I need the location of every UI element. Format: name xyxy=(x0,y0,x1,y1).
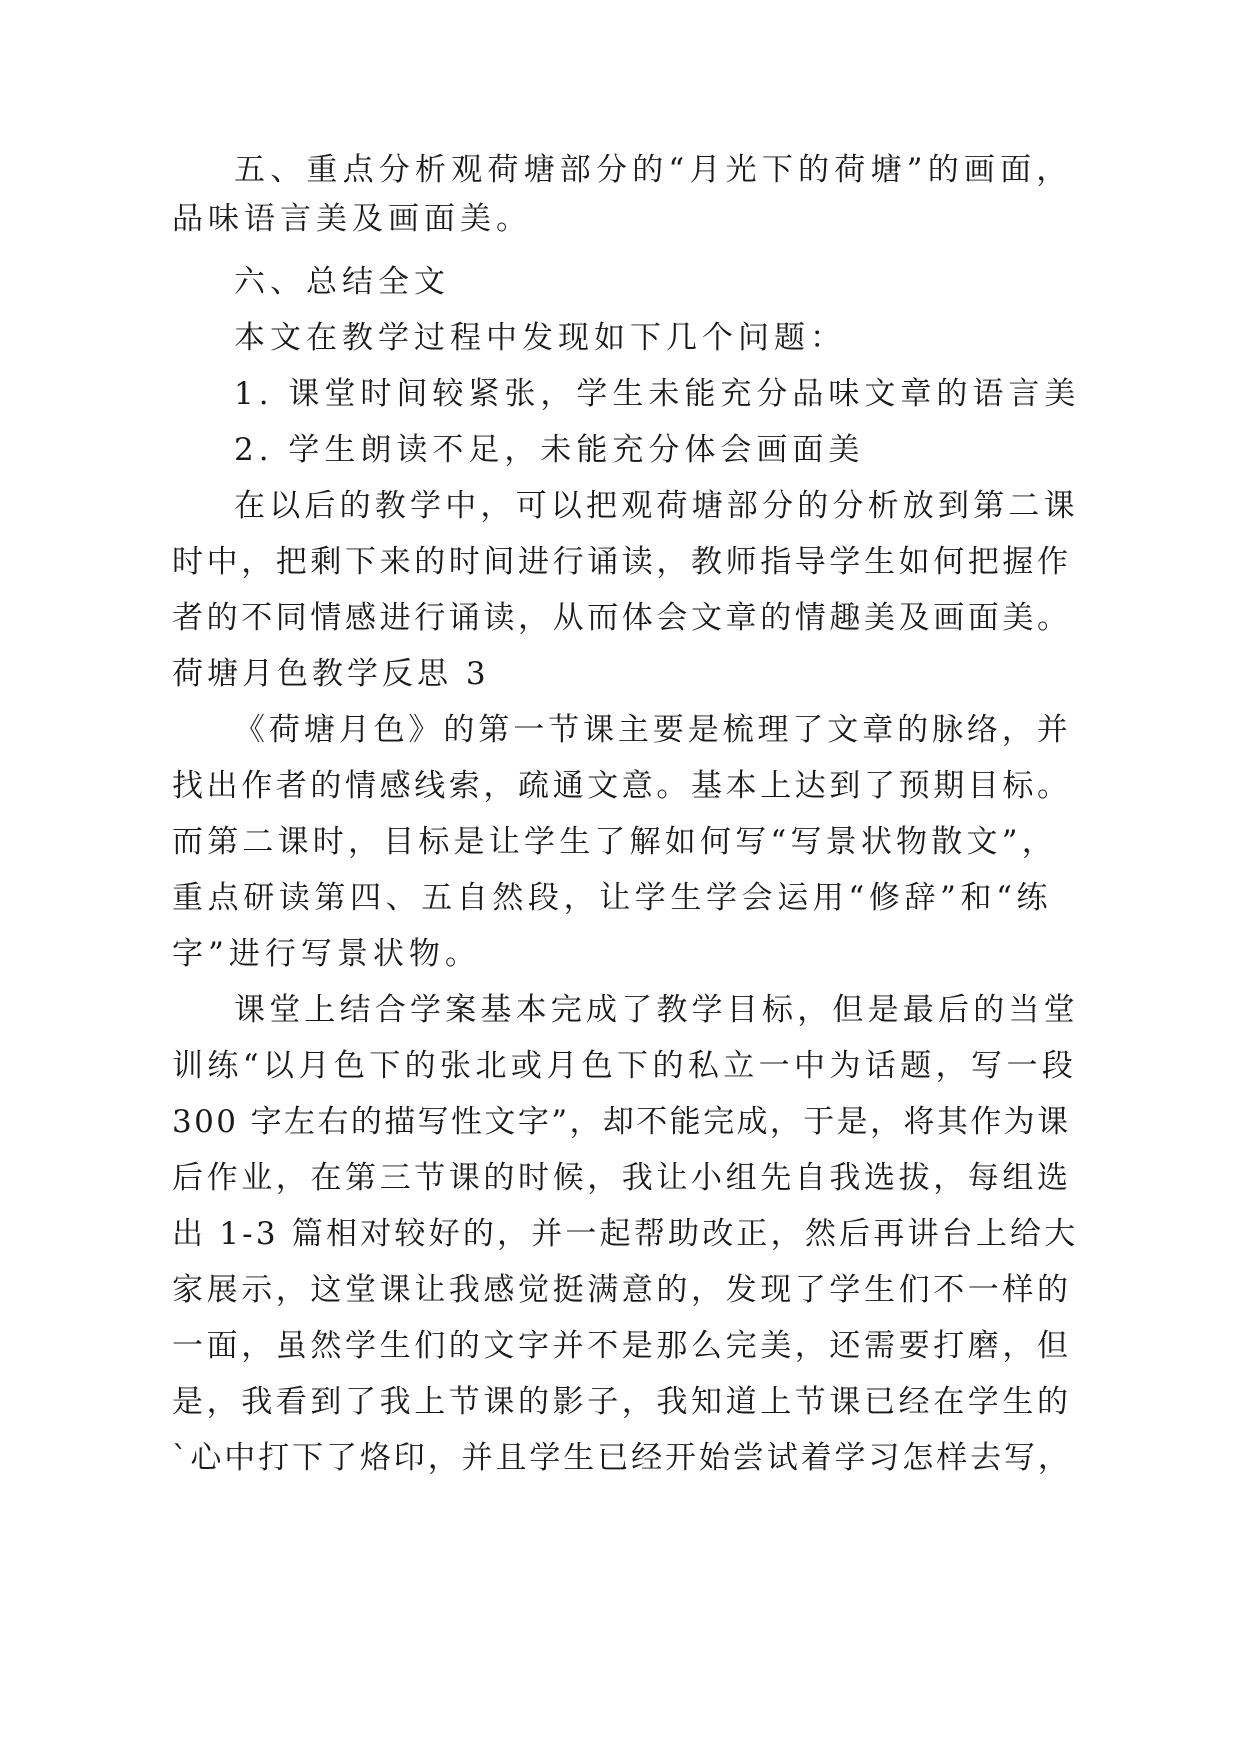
text-line: 训练“以月色下的张北或月色下的私立一中为话题，写一段 xyxy=(172,1048,1078,1084)
text-line: `心中打下了烙印，并且学生已经开始尝试着学习怎样去写， xyxy=(172,1440,1072,1476)
text-line: 五、重点分析观荷塘部分的“月光下的荷塘”的画面， xyxy=(234,152,1073,188)
text-line: 六、总结全文 xyxy=(234,264,450,300)
text-line: 300 字左右的描写性文字”，却不能完成，于是，将其作为课 xyxy=(172,1104,1071,1140)
text-line: 品味语言美及画面美。 xyxy=(172,201,532,237)
section-heading: 荷塘月色教学反思 3 xyxy=(172,656,490,692)
text-line: 课堂上结合学案基本完成了教学目标，但是最后的当堂 xyxy=(234,992,1079,1028)
text-line: 是，我看到了我上节课的影子，我知道上节课已经在学生的 xyxy=(172,1384,1072,1420)
text-line: 1. 课堂时间较紧张，学生未能充分品味文章的语言美 xyxy=(234,376,1081,412)
text-line: 2. 学生朗读不足，未能充分体会画面美 xyxy=(234,432,865,468)
text-line: 字”进行写景状物。 xyxy=(172,936,481,972)
text-line: 本文在教学过程中发现如下几个问题： xyxy=(234,320,846,356)
text-line: 《荷塘月色》的第一节课主要是梳理了文章的脉络，并 xyxy=(234,712,1072,748)
text-line: 在以后的教学中，可以把观荷塘部分的分析放到第二课 xyxy=(234,488,1079,524)
text-line: 一面，虽然学生们的文字并不是那么完美，还需要打磨，但 xyxy=(172,1328,1072,1364)
text-line: 家展示，这堂课让我感觉挺满意的，发现了学生们不一样的 xyxy=(172,1272,1072,1308)
text-line: 时中，把剩下来的时间进行诵读，教师指导学生如何把握作 xyxy=(172,544,1072,580)
text-line: 重点研读第四、五自然段，让学生学会运用“修辞”和“练 xyxy=(172,880,1053,916)
text-line: 者的不同情感进行诵读，从而体会文章的情趣美及画面美。 xyxy=(172,600,1072,636)
text-line: 出 1-3 篇相对较好的，并一起帮助改正，然后再讲台上给大 xyxy=(172,1216,1079,1252)
text-line: 后作业，在第三节课的时候，我让小组先自我选拔，每组选 xyxy=(172,1160,1072,1196)
text-line: 找出作者的情感线索，疏通文意。基本上达到了预期目标。 xyxy=(172,768,1072,804)
text-line: 而第二课时，目标是让学生了解如何写“写景状物散文”， xyxy=(172,824,1057,860)
